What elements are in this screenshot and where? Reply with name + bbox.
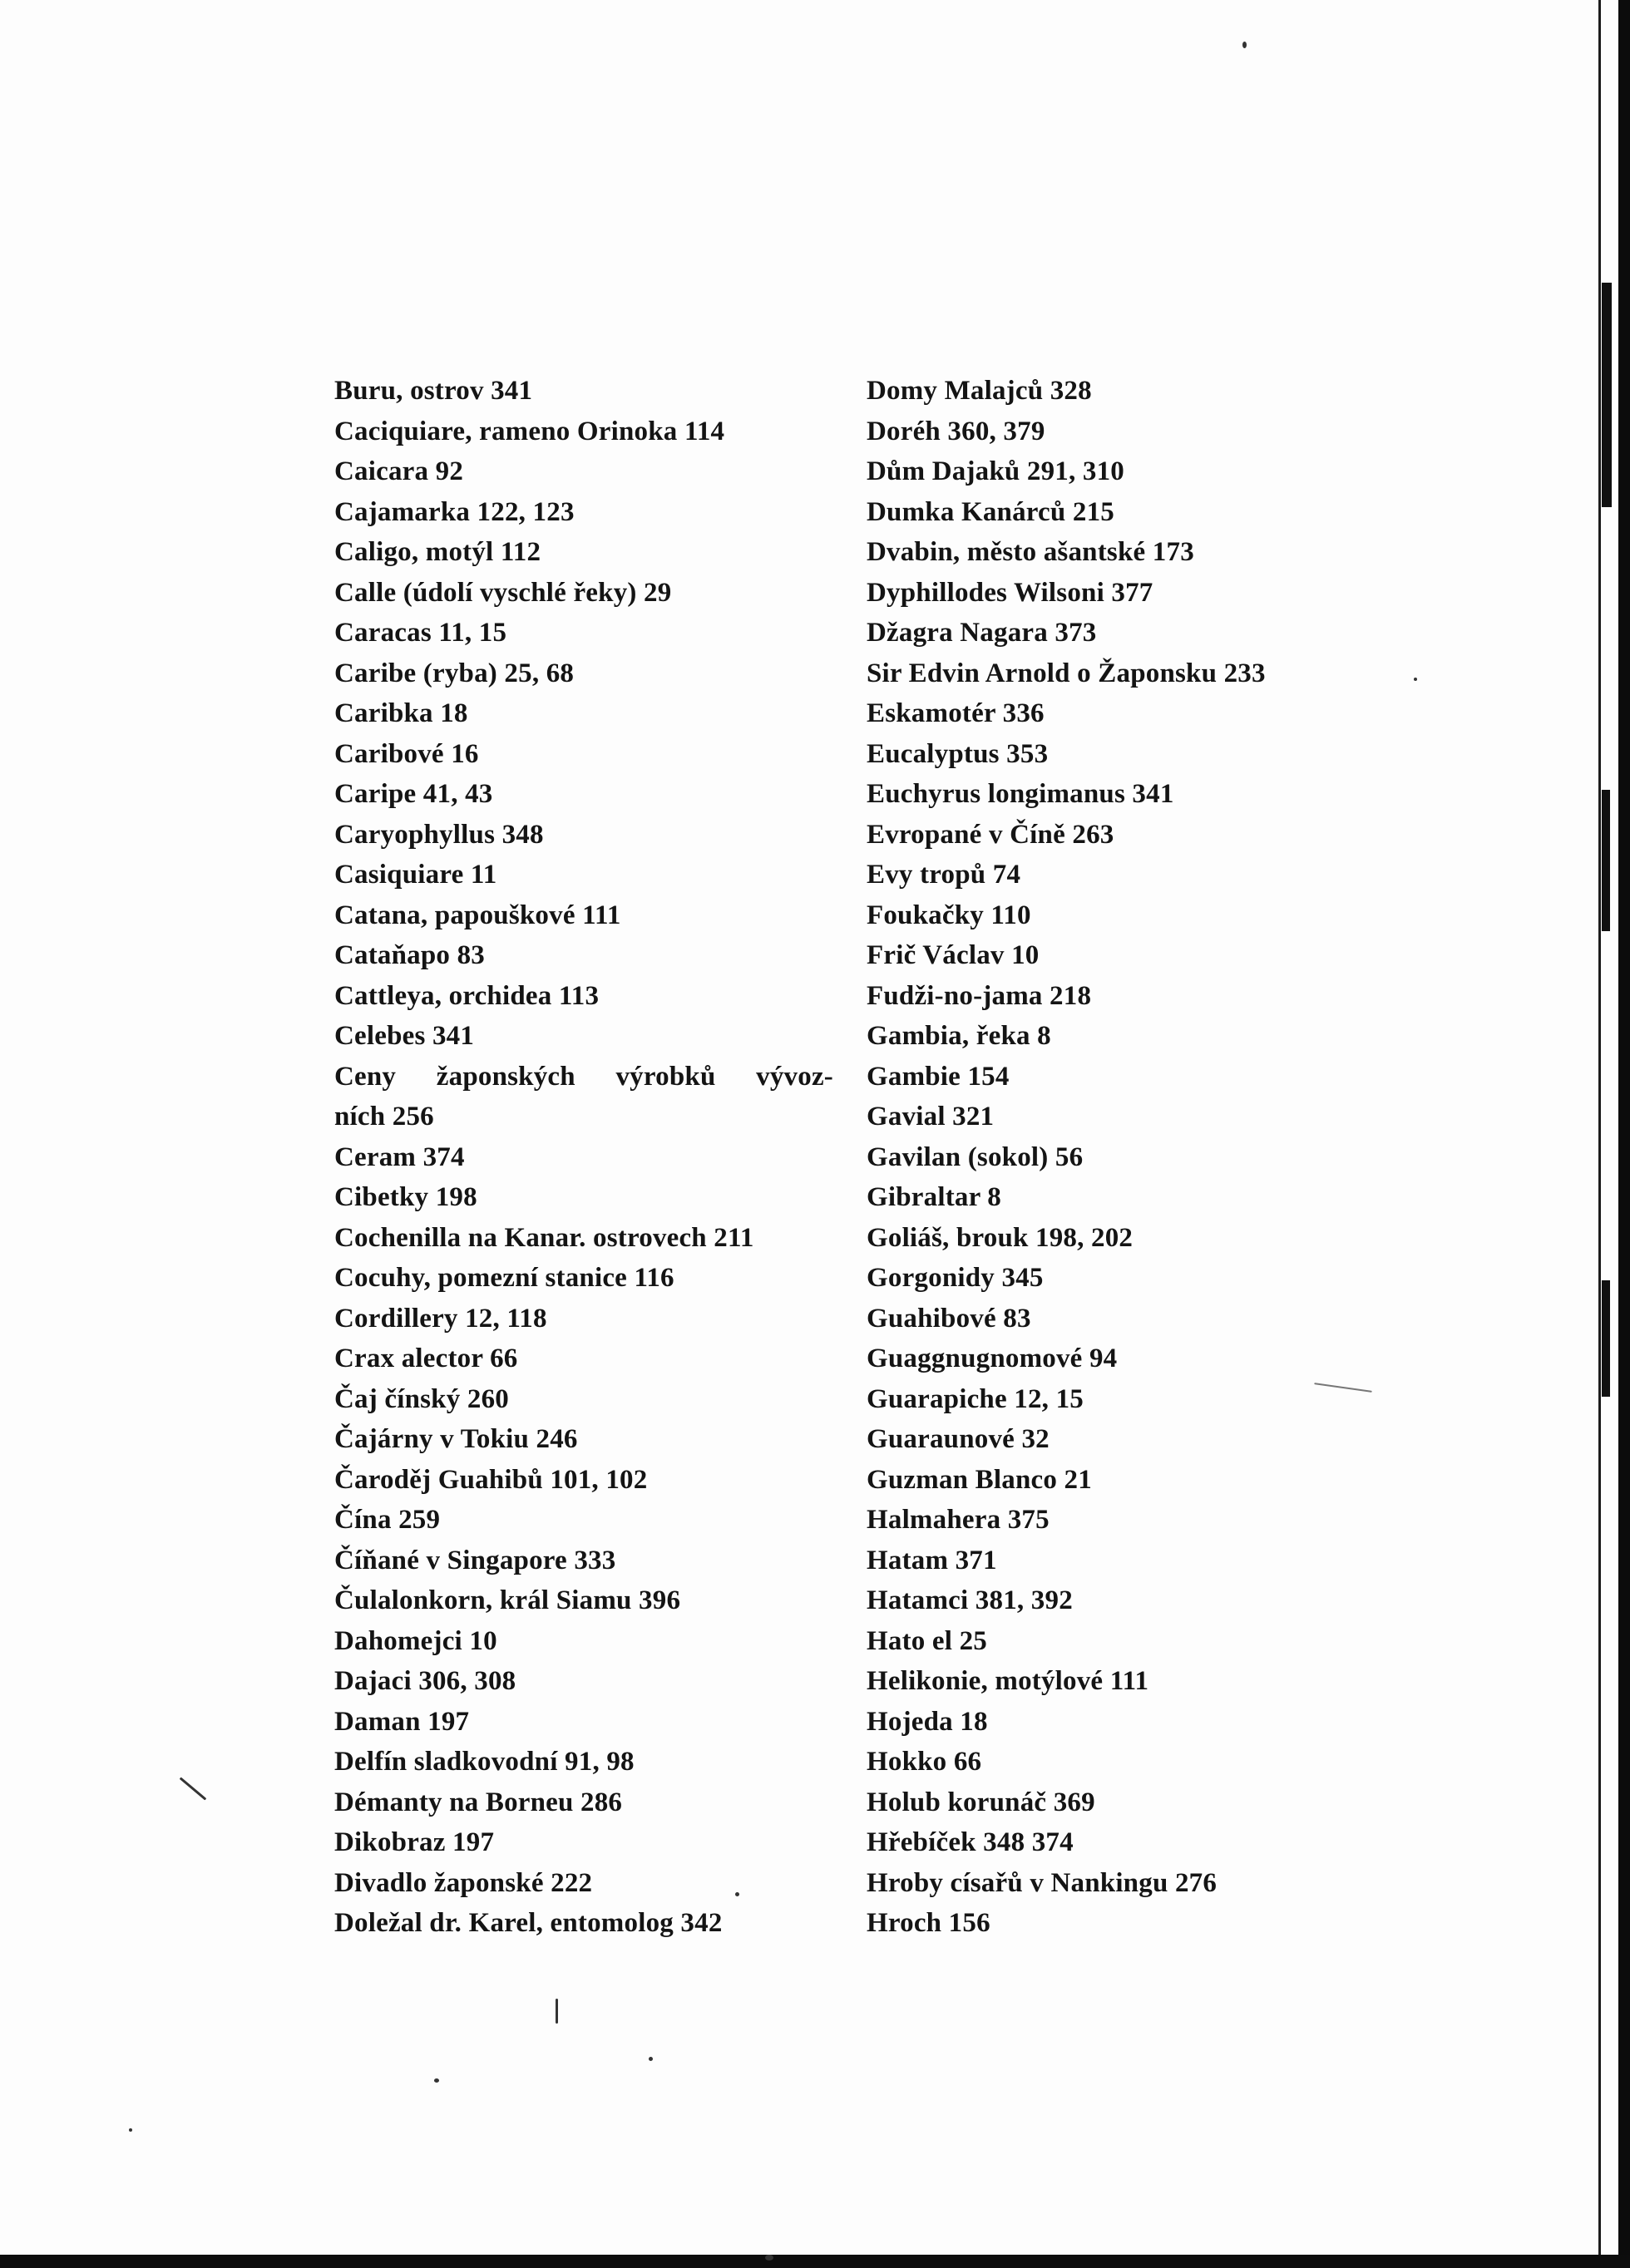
index-entry: Caripe 41, 43 — [334, 779, 493, 809]
index-entry: Helikonie, motýlové 111 — [867, 1666, 1149, 1696]
index-entry: Calle (údolí vyschlé řeky) 29 — [334, 577, 672, 608]
index-entry: Caribka 18 — [334, 698, 468, 728]
index-entry: Cataňapo 83 — [334, 940, 485, 970]
index-entry: Caicara 92 — [334, 456, 464, 486]
index-entry: Foukačky 110 — [867, 900, 1031, 930]
index-entry: Čaroděj Guahibů 101, 102 — [334, 1464, 648, 1495]
index-entry: Guaraunové 32 — [867, 1424, 1050, 1454]
index-entry: Caryophyllus 348 — [334, 819, 544, 850]
index-entry: Caribe (ryba) 25, 68 — [334, 658, 575, 688]
index-entry: Sir Edvin Arnold o Žaponsku 233 — [867, 658, 1266, 688]
index-entry: Divadlo žaponské 222 — [334, 1867, 593, 1898]
edge-mark — [1602, 283, 1612, 507]
edge-mark — [1602, 1280, 1610, 1397]
index-entry: Hatam 371 — [867, 1545, 997, 1575]
index-entry: Cibetky 198 — [334, 1182, 477, 1212]
scan-speck — [1242, 42, 1247, 48]
scan-speck — [765, 2255, 773, 2261]
index-entry: Guarapiche 12, 15 — [867, 1383, 1084, 1414]
index-entry: Buru, ostrov 341 — [334, 376, 533, 406]
page-edge-right — [1618, 0, 1630, 2268]
index-entry: Caribové 16 — [334, 738, 479, 769]
index-entry: Fudži-no-jama 218 — [867, 980, 1092, 1011]
index-entry: Guzman Blanco 21 — [867, 1464, 1092, 1495]
index-entry: Daman 197 — [334, 1706, 470, 1737]
index-entry: Casiquiare 11 — [334, 860, 497, 890]
index-entry: Čína 259 — [334, 1505, 441, 1535]
index-entry: Dvabin, město ašantské 173 — [867, 537, 1194, 567]
page-edge-bottom — [0, 2255, 1630, 2268]
scan-speck — [434, 2078, 439, 2083]
index-entry: Ceram 374 — [334, 1141, 465, 1172]
scan-speck — [1414, 678, 1417, 681]
index-entry: Číňané v Singapore 333 — [334, 1545, 616, 1575]
index-entry: Dyphillodes Wilsoni 377 — [867, 577, 1153, 608]
index-entry: Cattleya, orchidea 113 — [334, 980, 600, 1011]
index-entry: Čaj čínský 260 — [334, 1383, 509, 1414]
index-entry: Dikobraz 197 — [334, 1827, 495, 1857]
index-entry: Hatamci 381, 392 — [867, 1585, 1073, 1615]
index-entry: Hokko 66 — [867, 1747, 982, 1777]
index-entry: Delfín sladkovodní 91, 98 — [334, 1747, 635, 1777]
index-entry: Domy Malajců 328 — [867, 376, 1092, 406]
index-entry: Evy tropů 74 — [867, 860, 1021, 890]
index-entry: Dajaci 306, 308 — [334, 1666, 516, 1696]
scan-speck — [649, 2057, 653, 2061]
index-entry: Celebes 341 — [334, 1021, 475, 1051]
index-entry: Caracas 11, 15 — [334, 618, 507, 648]
scan-speck — [129, 2128, 132, 2132]
index-entry: Doležal dr. Karel, entomolog 342 — [334, 1908, 723, 1938]
index-entry: Cocuhy, pomezní stanice 116 — [334, 1263, 674, 1293]
index-entry: Eskamotér 336 — [867, 698, 1045, 728]
index-entry-continuation: ních 256 — [334, 1102, 434, 1132]
index-entry: Hato el 25 — [867, 1625, 987, 1656]
index-entry: Frič Václav 10 — [867, 940, 1040, 970]
index-entry: Hojeda 18 — [867, 1706, 988, 1737]
index-entry: Džagra Nagara 373 — [867, 618, 1097, 648]
index-entry: Caciquiare, rameno Orinoka 114 — [334, 416, 725, 446]
scan-speck — [180, 1777, 207, 1800]
index-entry: Euchyrus longimanus 341 — [867, 779, 1174, 809]
index-entry: Evropané v Číně 263 — [867, 819, 1114, 850]
index-entry: Gambie 154 — [867, 1061, 1010, 1092]
index-entry: Holub korunáč 369 — [867, 1787, 1095, 1817]
index-entry: Dahomejci 10 — [334, 1625, 497, 1656]
index-column-left — [334, 371, 833, 1944]
index-entry: Halmahera 375 — [867, 1505, 1050, 1535]
index-entry: Gorgonidy 345 — [867, 1263, 1044, 1293]
index-entry: Guaggnugnomové 94 — [867, 1344, 1118, 1373]
index-entry: Catana, papouškové 111 — [334, 900, 621, 930]
index-entry: Cajamarka 122, 123 — [334, 496, 575, 527]
index-entry: Hroch 156 — [867, 1908, 990, 1938]
index-entry: Goliáš, brouk 198, 202 — [867, 1222, 1134, 1253]
index-entry: Doréh 360, 379 — [867, 416, 1045, 446]
index-entry: Hroby císařů v Nankingu 276 — [867, 1867, 1218, 1898]
scan-speck — [556, 1999, 558, 2024]
index-entry: Gavilan (sokol) 56 — [867, 1141, 1084, 1172]
index-entry: Gambia, řeka 8 — [867, 1021, 1051, 1051]
index-entry: Crax alector 66 — [334, 1344, 518, 1373]
index-entry: Dům Dajaků 291, 310 — [867, 456, 1125, 486]
index-entry: Eucalyptus 353 — [867, 738, 1049, 769]
index-entry: Démanty na Borneu 286 — [334, 1787, 623, 1817]
index-entry: Čulalonkorn, král Siamu 396 — [334, 1585, 681, 1615]
index-entry: Caligo, motýl 112 — [334, 537, 541, 567]
index-entry: Gavial 321 — [867, 1102, 995, 1132]
binding-line — [1598, 0, 1601, 2268]
index-entry: Hřebíček 348 374 — [867, 1827, 1074, 1857]
index-entry: Dumka Kanárců 215 — [867, 496, 1114, 527]
index-column-right — [867, 371, 1399, 1944]
index-entry: Gibraltar 8 — [867, 1182, 1001, 1212]
index-entry: Cochenilla na Kanar. ostrovech 211 — [334, 1222, 754, 1253]
index-entry: Guahibové 83 — [867, 1303, 1031, 1334]
index-entry: Čajárny v Tokiu 246 — [334, 1424, 578, 1454]
index-entry: Cordillery 12, 118 — [334, 1303, 547, 1334]
edge-mark — [1602, 790, 1610, 931]
index-entry: Ceny žaponských výrobků vývoz- — [334, 1061, 833, 1092]
